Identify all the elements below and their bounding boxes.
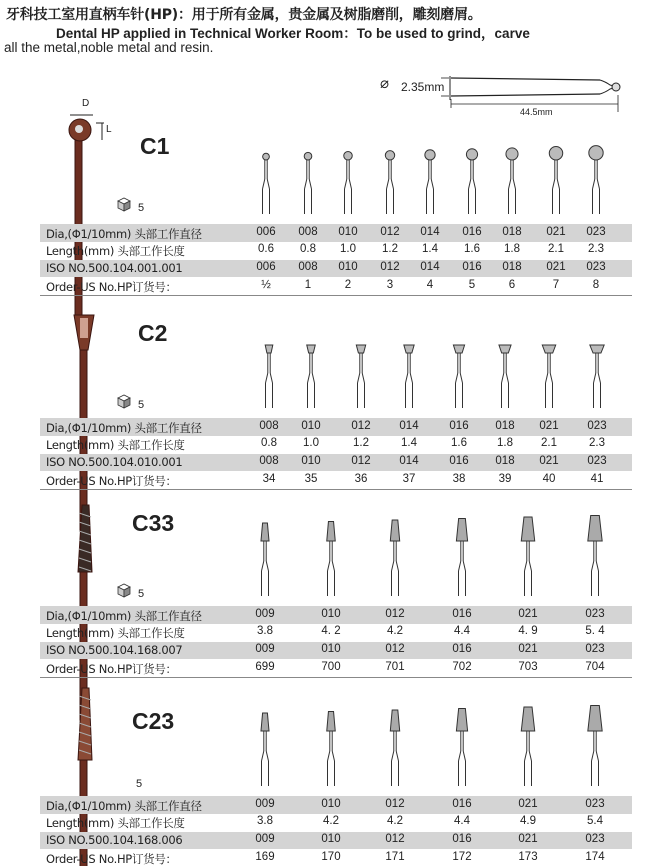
table-cell: 700 xyxy=(321,660,341,673)
table-cell: 006 xyxy=(256,261,276,274)
table-bottom-rule xyxy=(40,677,632,678)
bur-drawing xyxy=(261,713,269,786)
table-cell: 016 xyxy=(452,643,472,656)
table-row-order xyxy=(40,849,632,866)
row-label: Dia,(Φ1/10mm) 头部工作直径 xyxy=(46,608,202,623)
table-cell: 018 xyxy=(502,261,522,274)
bur-drawing xyxy=(456,519,467,597)
table-cell: 4.2 xyxy=(387,815,403,828)
table-cell: 012 xyxy=(385,797,405,810)
table-cell: 0.8 xyxy=(261,437,277,450)
table-cell: 012 xyxy=(385,643,405,656)
table-cell: 1.8 xyxy=(497,437,513,450)
table-cell: 010 xyxy=(338,225,358,238)
bur-drawing xyxy=(356,345,365,408)
table-cell: 8 xyxy=(592,278,600,291)
table-cell: 009 xyxy=(255,643,275,656)
table-cell: 014 xyxy=(420,261,440,274)
table-cell: 1.2 xyxy=(353,437,369,450)
bur-drawing xyxy=(425,150,435,214)
bur-drawing xyxy=(390,520,399,596)
product-code: C23 xyxy=(132,708,175,734)
table-cell: 016 xyxy=(449,455,469,468)
table-cell: 008 xyxy=(298,261,318,274)
bur-drawing xyxy=(506,148,518,214)
product-code: C33 xyxy=(132,510,175,536)
spec-table xyxy=(40,224,632,295)
table-cell: 0.6 xyxy=(258,243,274,256)
table-cell: 171 xyxy=(385,850,405,863)
dimension-d-label: D xyxy=(82,98,90,109)
header-chinese: 牙科技工室用直柄车针(HP)：用于所有金属，贵金属及树脂磨削，雕刻磨屑。 xyxy=(6,7,482,23)
table-cell: 1.0 xyxy=(303,437,319,450)
table-cell: 016 xyxy=(462,225,482,238)
table-cell: 4.4 xyxy=(454,815,470,828)
table-cell: 172 xyxy=(452,850,472,863)
table-cell: 006 xyxy=(256,225,276,238)
table-cell: 009 xyxy=(255,833,275,846)
table-cell: 023 xyxy=(586,225,606,238)
table-row-order xyxy=(40,471,632,489)
table-bottom-rule xyxy=(40,489,632,490)
bur-drawing xyxy=(542,345,555,408)
table-cell: 6 xyxy=(508,278,516,291)
row-label: ISO NO.500.104.168.006 xyxy=(46,833,183,848)
spec-table xyxy=(40,606,632,677)
table-cell: 016 xyxy=(449,419,469,432)
bur-drawing xyxy=(590,345,604,408)
table-cell: 014 xyxy=(399,419,419,432)
table-row-order xyxy=(40,659,632,677)
table-cell: 2.1 xyxy=(541,437,557,450)
row-label: Order-US No.HP订货号： xyxy=(46,279,177,294)
table-cell: 2.1 xyxy=(548,243,564,256)
bur-drawing xyxy=(456,709,467,787)
table-row-dia xyxy=(40,418,632,436)
pack-quantity: 5 xyxy=(138,588,145,600)
product-section-c23 xyxy=(0,688,663,866)
product-code: C1 xyxy=(140,133,170,159)
table-cell: 010 xyxy=(321,797,341,810)
bur-drawing xyxy=(307,345,316,408)
bur-drawing xyxy=(327,712,336,787)
bur-drawing xyxy=(588,516,602,597)
table-cell: 021 xyxy=(546,225,566,238)
table-row-length xyxy=(40,436,632,454)
row-label: Length(mm) 头部工作长度 xyxy=(46,816,185,831)
table-cell: 016 xyxy=(452,833,472,846)
table-cell: 010 xyxy=(321,833,341,846)
bur-drawing xyxy=(327,522,336,597)
package-icon xyxy=(118,395,130,408)
table-cell: 2 xyxy=(344,278,352,291)
header-english-2: all the metal,noble metal and resin. xyxy=(4,40,214,55)
row-label: Order-US No.HP订货号： xyxy=(46,473,177,488)
row-label: Dia,(Φ1/10mm) 头部工作直径 xyxy=(46,226,202,241)
table-cell: 3.8 xyxy=(257,625,273,638)
table-cell: 7 xyxy=(552,278,560,291)
table-row-order xyxy=(40,277,632,295)
table-cell: 1.6 xyxy=(464,243,480,256)
table-cell: 016 xyxy=(452,797,472,810)
table-cell: 010 xyxy=(301,419,321,432)
table-cell: 021 xyxy=(546,261,566,274)
table-cell: 2.3 xyxy=(588,243,604,256)
table-cell: 1.4 xyxy=(422,243,438,256)
table-cell: 702 xyxy=(452,660,472,673)
bur-drawing xyxy=(304,152,312,214)
pack-quantity: 5 xyxy=(136,778,143,790)
table-cell: 010 xyxy=(338,261,358,274)
table-cell: 021 xyxy=(539,455,559,468)
table-cell: 012 xyxy=(380,225,400,238)
table-cell: 008 xyxy=(259,455,279,468)
table-cell: 018 xyxy=(495,419,515,432)
table-cell: 023 xyxy=(585,797,605,810)
bur-drawing xyxy=(549,147,562,214)
table-cell: 014 xyxy=(420,225,440,238)
product-code: C2 xyxy=(138,320,168,346)
bur-drawing xyxy=(344,152,353,215)
table-row-dia xyxy=(40,606,632,624)
table-cell: 021 xyxy=(518,797,538,810)
table-cell: 1.0 xyxy=(340,243,356,256)
table-cell: 010 xyxy=(321,643,341,656)
table-cell: 1 xyxy=(304,278,312,291)
table-cell: 5. 4 xyxy=(585,625,605,638)
table-cell: 170 xyxy=(321,850,341,863)
spec-table xyxy=(40,418,632,489)
table-row-dia xyxy=(40,796,632,814)
table-cell: 174 xyxy=(585,850,605,863)
bur-drawing xyxy=(265,345,273,408)
bur-drawing xyxy=(261,523,269,596)
table-row-length xyxy=(40,624,632,642)
bur-drawing xyxy=(385,151,394,214)
table-cell: 009 xyxy=(255,797,275,810)
table-cell: 3.8 xyxy=(257,815,273,828)
bur-drawing xyxy=(390,710,399,786)
table-cell: 4.2 xyxy=(387,625,403,638)
product-section-c1 xyxy=(0,98,663,298)
table-row-iso xyxy=(40,260,632,278)
table-cell: 010 xyxy=(321,607,341,620)
table-cell: 4. 2 xyxy=(321,625,341,638)
row-label: Dia,(Φ1/10mm) 头部工作直径 xyxy=(46,798,202,813)
table-cell: 009 xyxy=(255,607,275,620)
product-section-c33 xyxy=(0,500,663,690)
table-cell: 36 xyxy=(354,472,368,485)
table-cell: 40 xyxy=(542,472,556,485)
row-label: Order-US No.HP订货号： xyxy=(46,851,177,866)
table-cell: 010 xyxy=(301,455,321,468)
table-cell: 021 xyxy=(539,419,559,432)
table-row-dia xyxy=(40,224,632,242)
table-cell: 021 xyxy=(518,607,538,620)
table-row-length xyxy=(40,814,632,832)
table-cell: 699 xyxy=(255,660,275,673)
bur-drawing xyxy=(404,345,414,408)
table-cell: 173 xyxy=(518,850,538,863)
table-cell: 014 xyxy=(399,455,419,468)
table-cell: 1.2 xyxy=(382,243,398,256)
row-label: Length(mm) 头部工作长度 xyxy=(46,626,185,641)
row-label: ISO NO.500.104.001.001 xyxy=(46,261,183,276)
table-cell: 4.2 xyxy=(323,815,339,828)
table-cell: 38 xyxy=(452,472,466,485)
table-cell: 0.8 xyxy=(300,243,316,256)
bur-drawing xyxy=(521,707,534,786)
bur-drawing xyxy=(453,345,464,408)
table-cell: 3 xyxy=(386,278,394,291)
bur-drawing xyxy=(499,345,511,408)
table-cell: 012 xyxy=(385,607,405,620)
table-cell: 023 xyxy=(586,261,606,274)
table-cell: 1.6 xyxy=(451,437,467,450)
row-label: Dia,(Φ1/10mm) 头部工作直径 xyxy=(46,420,202,435)
row-label: Order-US No.HP订货号： xyxy=(46,661,177,676)
table-cell: 703 xyxy=(518,660,538,673)
table-cell: 021 xyxy=(518,643,538,656)
table-cell: 016 xyxy=(452,607,472,620)
table-cell: 016 xyxy=(462,261,482,274)
header-english-1: Dental HP applied in Technical Worker Room：To be used to grind，carve xyxy=(56,26,530,41)
table-row-iso xyxy=(40,642,632,660)
table-cell: 5.4 xyxy=(587,815,603,828)
bur-drawing xyxy=(466,149,477,214)
spec-table xyxy=(40,796,632,866)
diameter-symbol: ⌀ xyxy=(380,74,390,92)
table-cell: 021 xyxy=(518,833,538,846)
table-row-iso xyxy=(40,454,632,472)
table-cell: 012 xyxy=(351,419,371,432)
shank-diameter-label: 2.35mm xyxy=(401,80,445,94)
dimension-l-label: L xyxy=(106,124,112,135)
table-cell: 35 xyxy=(304,472,318,485)
table-cell: 023 xyxy=(585,643,605,656)
row-label: ISO NO.500.104.010.001 xyxy=(46,455,183,470)
table-bottom-rule xyxy=(40,295,632,296)
table-cell: 1.8 xyxy=(504,243,520,256)
row-label: Length(mm) 头部工作长度 xyxy=(46,244,185,259)
table-cell: 008 xyxy=(298,225,318,238)
pack-quantity: 5 xyxy=(138,399,145,411)
row-label: Length(mm) 头部工作长度 xyxy=(46,438,185,453)
product-section-c2 xyxy=(0,310,663,500)
bur-drawing xyxy=(521,517,534,596)
bur-drawing xyxy=(589,146,603,214)
bur-length-label: 44.5mm xyxy=(520,107,553,117)
table-cell: 1.4 xyxy=(401,437,417,450)
package-icon xyxy=(118,584,130,597)
table-cell: ½ xyxy=(261,278,271,291)
table-cell: 704 xyxy=(585,660,605,673)
table-row-length xyxy=(40,242,632,260)
table-cell: 023 xyxy=(587,419,607,432)
table-cell: 169 xyxy=(255,850,275,863)
row-label: ISO NO.500.104.168.007 xyxy=(46,643,183,658)
bur-drawing xyxy=(263,153,270,214)
table-cell: 34 xyxy=(262,472,276,485)
table-cell: 012 xyxy=(385,833,405,846)
table-row-iso xyxy=(40,832,632,850)
table-cell: 023 xyxy=(585,607,605,620)
table-cell: 012 xyxy=(380,261,400,274)
table-cell: 37 xyxy=(402,472,416,485)
bur-drawing xyxy=(588,706,602,787)
package-icon xyxy=(118,198,130,211)
table-cell: 41 xyxy=(590,472,604,485)
table-cell: 4.9 xyxy=(520,815,536,828)
table-cell: 008 xyxy=(259,419,279,432)
table-cell: 023 xyxy=(585,833,605,846)
table-cell: 4. 9 xyxy=(518,625,538,638)
table-cell: 018 xyxy=(495,455,515,468)
table-cell: 012 xyxy=(351,455,371,468)
table-cell: 4.4 xyxy=(454,625,470,638)
table-cell: 4 xyxy=(426,278,434,291)
table-cell: 2.3 xyxy=(589,437,605,450)
table-cell: 39 xyxy=(498,472,512,485)
table-cell: 023 xyxy=(587,455,607,468)
pack-quantity: 5 xyxy=(138,202,145,214)
table-cell: 701 xyxy=(385,660,405,673)
table-cell: 018 xyxy=(502,225,522,238)
table-cell: 5 xyxy=(468,278,476,291)
